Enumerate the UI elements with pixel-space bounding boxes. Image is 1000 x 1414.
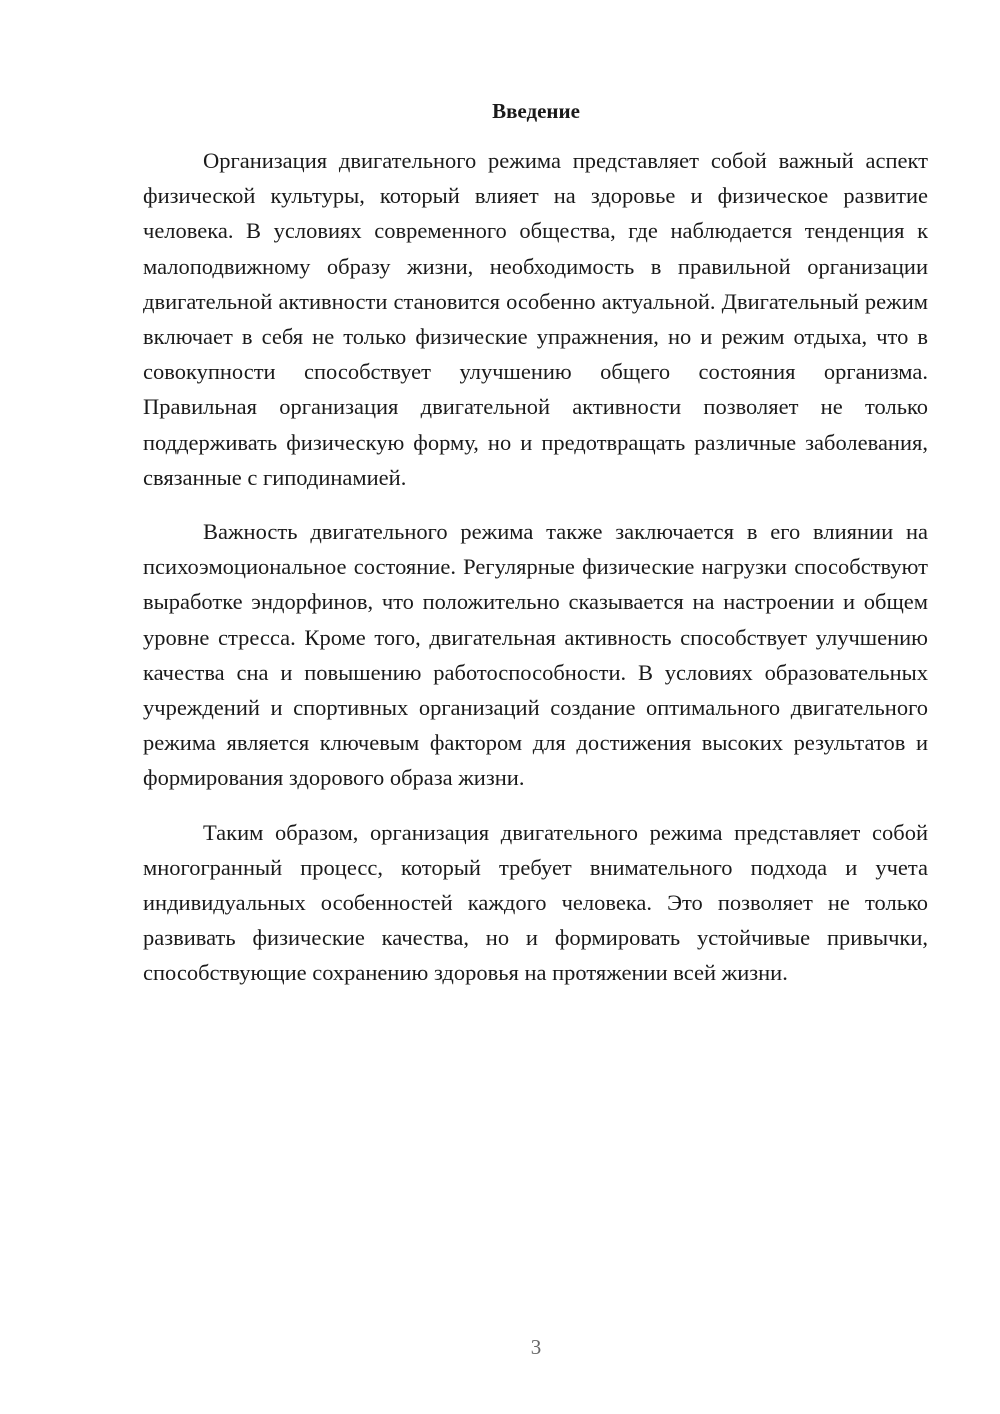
paragraph-3: Таким образом, организация двигательного режима представляет собой многогранный процесс, который требует внимательного подхода и учета индивидуальных особенностей каждого человека. Это позволяет не только развивать физические качества, но и формировать устойчивые привычки, способствующие сохранению здоровья на протяжении всей жизни. xyxy=(143,819,928,986)
page-number: 3 xyxy=(530,1335,542,1359)
paragraph-1: Организация двигательного режима представляет собой важный аспект физической культуры, который влияет на здоровье и физическое развитие человека. В условиях современного общества, где наблюдается тенденция к малоподвижному образу жизни, необходимость в правильной организации двигательной активности становится особенно актуальной. Двигательный режим включает в себя не только физические упражнения, но и режим отдыха, что в совокупности способствует улучшению общего состояния организма. Правильная организация двигательной активности позволяет не только поддерживать физическую форму, но и предотвращать различные заболевания, связанные с гиподинамией. xyxy=(143,148,928,490)
paragraph-2: Важность двигательного режима также заключается в его влиянии на психоэмоциональное состояние. Регулярные физические нагрузки способствуют выработке эндорфинов, что положительно сказывается на настроении и общем уровне стресса. Кроме того, двигательная активность способствует улучшению качества сна и повышению работоспособности. В условиях образовательных учреждений и спортивных организаций создание оптимального двигательного режима является ключевым фактором для достижения высоких результатов и формирования здорового образа жизни. xyxy=(143,519,928,791)
body-text xyxy=(143,143,928,991)
section-heading: Введение xyxy=(492,99,580,123)
